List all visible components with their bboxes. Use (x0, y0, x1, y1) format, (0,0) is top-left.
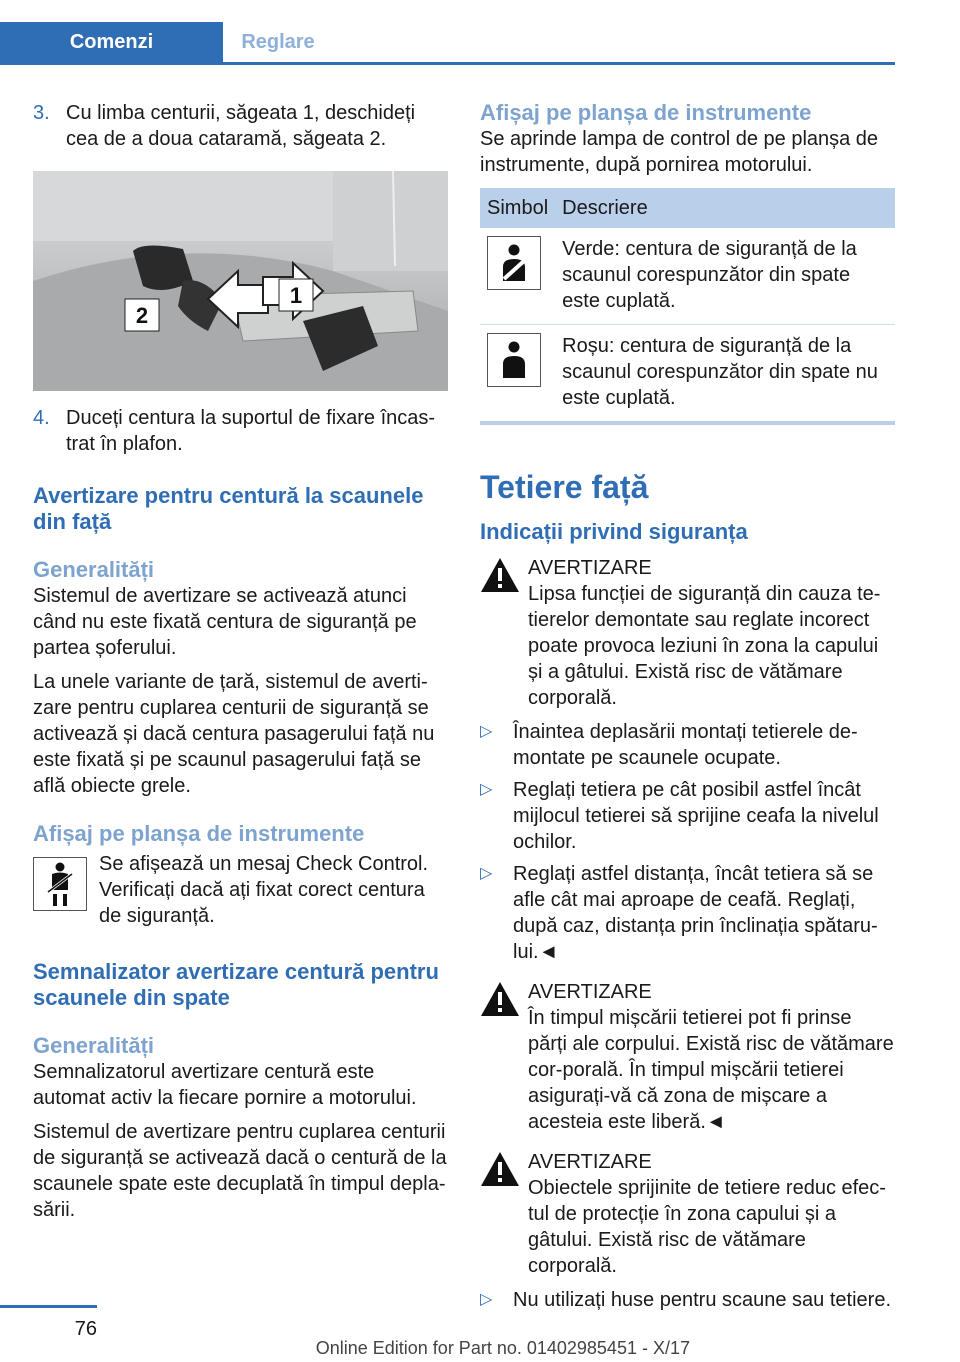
list-item-text: Reglați astfel distanța, încât tetiera să se afle cât mai aproape de ceafă. Reglați, după caz, distanța prin înclinația spătaru-lui.◄ (513, 863, 878, 963)
warning-block-1 (480, 555, 895, 603)
step-text: Cu limba centurii, săgeata 1, deschideți cea de a doua cataramă, săgeata 2. (66, 102, 416, 150)
description-cell: Verde: centura de siguranță de la scaunul corespunzător din spate este cuplată. (555, 228, 895, 325)
subsection-title-display-right: Afișaj pe planșa de instrumente (480, 100, 812, 125)
bullet-list-1 (480, 719, 895, 965)
warning-label: AVERTIZARE (528, 1151, 652, 1173)
table-header-row (480, 188, 895, 228)
step-3 (33, 100, 448, 152)
seatbelt-buckle-photo (33, 171, 448, 391)
footer-rule (0, 1305, 97, 1308)
list-item (480, 1287, 895, 1313)
list-item (480, 861, 895, 965)
triangle-bullet-icon: ▷ (480, 865, 493, 882)
triangle-bullet-icon: ▷ (480, 1291, 493, 1308)
warning-block-3 (480, 1149, 895, 1197)
arrow-label-1: 1 (289, 283, 303, 308)
main-title-headrests: Tetiere față (480, 469, 649, 505)
display-intro: Se aprinde lampa de control de pe planșa de instrumente, după pornirea motorului. (480, 128, 879, 176)
step-number: 3. (33, 102, 50, 124)
page-number: 76 (74, 1318, 97, 1340)
table-row (480, 325, 895, 424)
bullet-list-2 (480, 1287, 895, 1313)
step-text: Duceți centura la suportul de fixare încas-trat în plafon. (66, 407, 436, 455)
table-header-description: Descriere (555, 188, 895, 228)
step-4 (33, 405, 448, 457)
seatbelt-buckled-icon (487, 236, 541, 290)
seatbelt-warning-icon (33, 857, 87, 911)
symbol-table (480, 188, 895, 425)
subsection-title-general-2: Generalități (33, 1033, 155, 1058)
section-title-safety: Indicații privind siguranța (480, 519, 748, 544)
warning-text: Obiectele sprijinite de tetiere reduc efec-tul de protecție în zona capului și a gâtului. Există risc de vătămare corporală. (528, 1177, 886, 1277)
list-item-text: Reglați tetiera pe cât posibil astfel încât mijlocul tetierei să sprijine ceafa la nivelul ochilor. (513, 779, 879, 853)
warning-text: În timpul mișcării tetierei pot fi prinse părți ale corpului. Există risc de vătămare cor-porală. În timpul mișcării tetierei asigurați-vă că zona de mișcare a acesteia este liberă.◄ (528, 1007, 894, 1133)
list-item-text: Înaintea deplasării montați tetierele de-montate pe scaunele ocupate. (513, 721, 858, 769)
warning-triangle-icon (480, 557, 520, 593)
right-column (480, 100, 895, 1313)
edition-label: Online Edition for Part no. 01402985451 - X/17 (315, 1338, 690, 1358)
general2-paragraph-2: Sistemul de avertizare pentru cuplarea centurii de siguranță se activează dacă o centură de la scaunele spate este decuplată în timpul depla-sării. (33, 1121, 447, 1221)
section-title-front-seat-warning: Avertizare pentru centură la scaunele din față (33, 483, 424, 534)
list-item-text: Nu utilizați huse pentru scaune sau tetiere. (513, 1289, 891, 1311)
subsection-title-display: Afișaj pe planșa de instrumente (33, 821, 365, 846)
step-number: 4. (33, 407, 50, 429)
symbol-cell (480, 325, 555, 424)
warning-label: AVERTIZARE (528, 557, 652, 579)
left-column (33, 100, 448, 1223)
general-paragraph-2: La unele variante de țară, sistemul de averti-zare pentru cuplarea centurii de siguranță se activează și dacă centura pasagerului față nu este fixată și pe scaunul pasagerului față se află obiecte grele. (33, 671, 435, 797)
warning-block-2 (480, 979, 895, 1027)
arrow-label-2: 2 (135, 303, 149, 328)
subsection-title-general: Generalități (33, 557, 155, 582)
seatbelt-unbuckled-icon (487, 333, 541, 387)
check-control-text: Se afișează un mesaj Check Control. Verificați dacă ați fixat corect centura de siguranță. (99, 853, 429, 927)
table-row (480, 228, 895, 325)
symbol-cell (480, 228, 555, 325)
list-item (480, 777, 895, 855)
triangle-bullet-icon: ▷ (480, 781, 493, 798)
description-cell: Roșu: centura de siguranță de la scaunul corespunzător din spate nu este cuplată. (555, 325, 895, 424)
list-item (480, 719, 895, 771)
warning-triangle-icon (480, 981, 520, 1017)
general-paragraph-1: Sistemul de avertizare se activează atunci când nu este fixată centura de siguranță pe partea șoferului. (33, 585, 417, 659)
table-header-symbol: Simbol (480, 188, 555, 228)
section-title-rear-seat-warning: Semnalizator avertizare centură pentru scaunele din spate (33, 959, 439, 1010)
tab-comenzi[interactable]: Comenzi (0, 22, 223, 62)
warning-label: AVERTIZARE (528, 981, 652, 1003)
triangle-bullet-icon: ▷ (480, 723, 493, 740)
tab-bar (0, 22, 895, 65)
warning-triangle-icon (480, 1151, 520, 1187)
warning-text: Lipsa funcției de siguranță din cauza te-tierelor demontate sau reglate incorect poate provoca leziuni în zona la capului și a gâtului. Există risc de vătămare corporală. (528, 583, 881, 709)
general2-paragraph-1: Semnalizatorul avertizare centură este automat activ la fiecare pornire a motorului. (33, 1061, 417, 1109)
tab-reglare[interactable]: Reglare (241, 31, 315, 53)
buckle-illustration (33, 171, 448, 391)
check-control-message (33, 851, 448, 929)
